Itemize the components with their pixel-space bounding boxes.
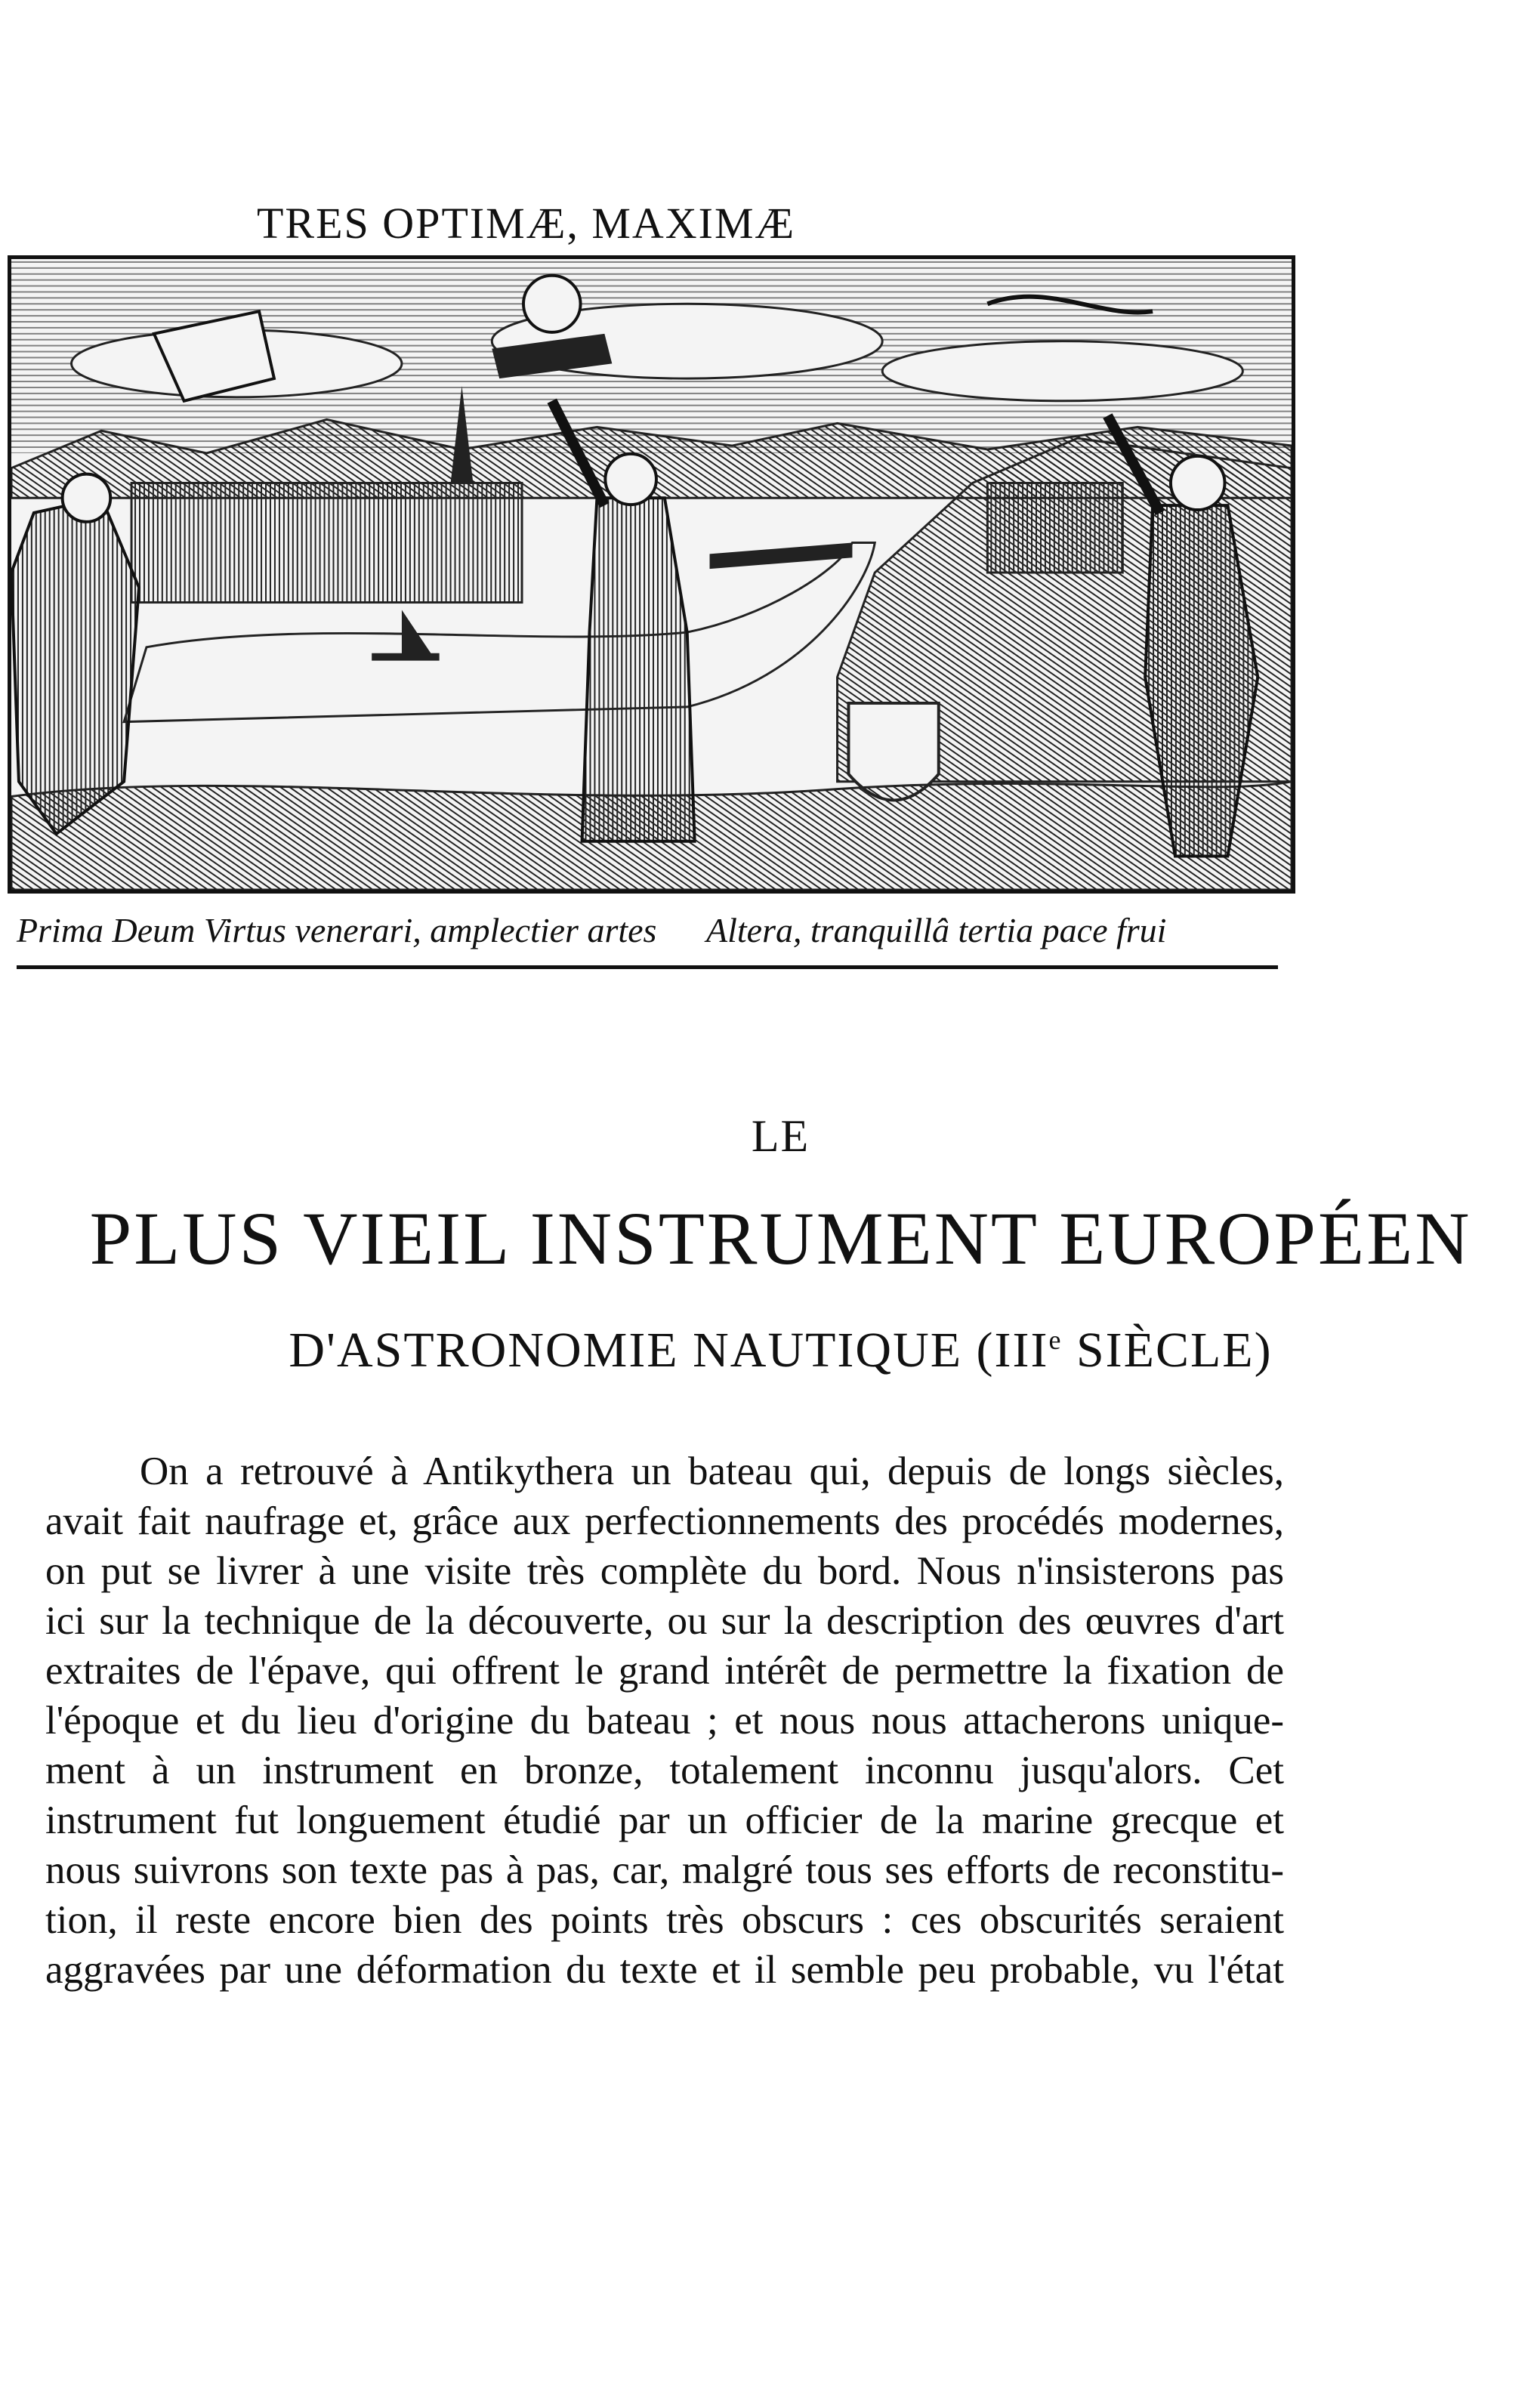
article-title: PLUS VIEIL INSTRUMENT EUROPÉEN (89, 1196, 1472, 1280)
subtitle-main: D'ASTRONOMIE NAUTIQUE (III (289, 1323, 1049, 1378)
body-line: extraites de l'épave, qui offrent le grand intérêt de permettre la fixation de (45, 1649, 1284, 1693)
article-pre-title: LE (751, 1111, 810, 1161)
body-line: ment à un instrument en bronze, totalement inconnu jusqu'alors. Cet (45, 1749, 1284, 1792)
boat-sail (402, 610, 432, 654)
bridge (710, 543, 853, 570)
engraving-title: TRES OPTIMÆ, MAXIMÆ (257, 199, 796, 248)
figure-center-head (605, 454, 656, 505)
caption-rule (17, 965, 1278, 969)
subtitle-end: SIÈCLE) (1062, 1323, 1273, 1378)
city-left (131, 483, 522, 602)
figure-left (11, 498, 139, 834)
figure-right-head (1171, 456, 1225, 510)
body-line: l'époque et du lieu d'origine du bateau ; et nous nous attacherons unique- (45, 1699, 1284, 1743)
caption-right: Altera, tranquillâ tertia pace frui (706, 911, 1167, 949)
article-body (45, 1446, 1284, 1995)
article-subtitle (0, 1322, 1531, 1379)
castle (987, 483, 1122, 573)
body-line: aggravées par une déformation du texte et il semble peu probable, vu l'état (45, 1948, 1284, 1992)
subtitle-sup: e (1048, 1325, 1063, 1355)
cloud (882, 341, 1242, 401)
engraving-scene (11, 259, 1292, 890)
body-line: instrument fut longuement étudié par un officier de la marine grecque et (45, 1798, 1284, 1842)
body-line: On a retrouvé à Antikythera un bateau qui, depuis de longs siècles, (140, 1449, 1284, 1493)
caption-left: Prima Deum Virtus venerari, amplectier artes (17, 911, 657, 949)
figure-center (582, 498, 695, 841)
body-line: ici sur la technique de la découverte, ou sur la description des œuvres d'art (45, 1599, 1284, 1643)
body-line: tion, il reste encore bien des points très obscurs : ces obscurités seraient (45, 1898, 1284, 1942)
globe (523, 276, 581, 332)
engraving-illustration (8, 255, 1295, 894)
body-line: on put se livrer à une visite très complète du bord. Nous n'insisterons pas (45, 1549, 1284, 1593)
figure-left-head (63, 474, 111, 522)
body-line: avait fait naufrage et, grâce aux perfectionnements des procédés modernes, (45, 1499, 1284, 1543)
boat-hull (372, 653, 439, 661)
body-line: nous suivrons son texte pas à pas, car, malgré tous ses efforts de reconstitu- (45, 1848, 1284, 1892)
